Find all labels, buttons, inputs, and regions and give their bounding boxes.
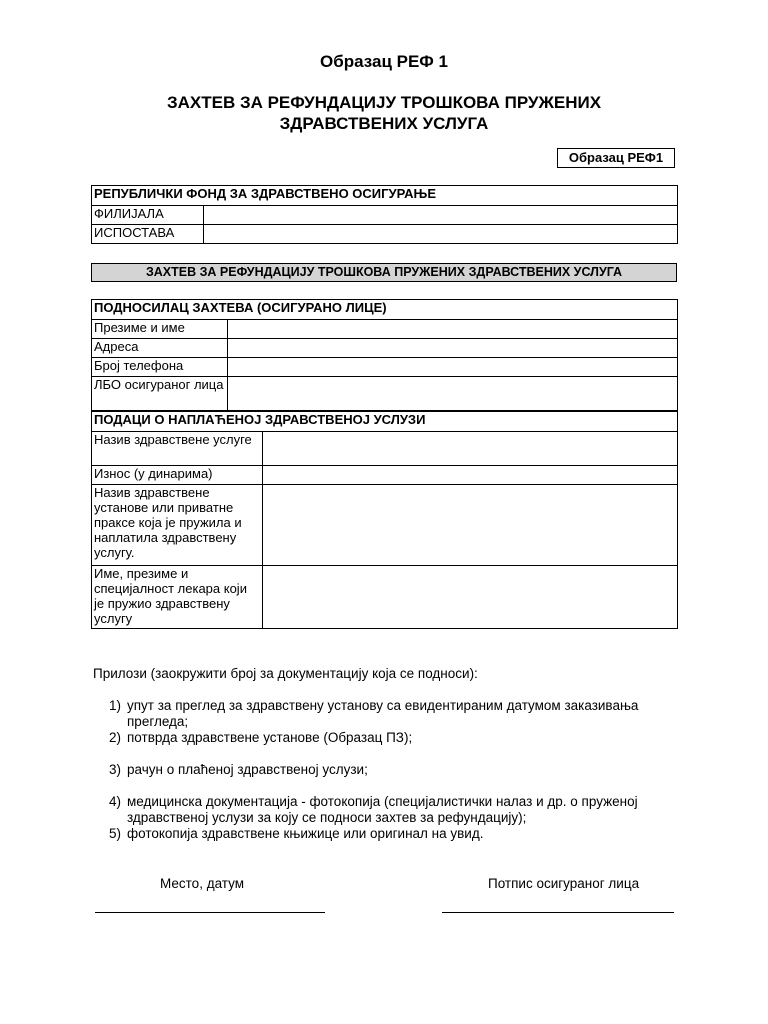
phone-label: Број телефона [92, 358, 228, 377]
attachment-text: потврда здравствене установе (Образац ПЗ); [127, 730, 413, 745]
doctor-field[interactable] [263, 566, 678, 629]
attachment-text: упут за преглед за здравствену установу са евидентираним датумом заказивања прегледа; [127, 698, 639, 729]
place-date-line[interactable] [95, 912, 325, 913]
service-table [91, 411, 678, 629]
form-label: Образац РЕФ 1 [320, 52, 448, 71]
form-code-badge: Образац РЕФ1 [557, 148, 675, 168]
address-label: Адреса [92, 339, 228, 358]
fund-table [91, 185, 678, 244]
attachment-number[interactable]: 5) [109, 826, 122, 841]
lbo-field[interactable] [228, 377, 678, 411]
institution-label: Назив здравствене установе или приватне праксе која је пружила и наплатила здравствену услугу. [92, 485, 263, 566]
attachment-number[interactable]: 4) [109, 794, 122, 809]
institution-field[interactable] [263, 485, 678, 566]
applicant-heading: ПОДНОСИЛАЦ ЗАХТЕВА (ОСИГУРАНО ЛИЦЕ) [92, 300, 678, 320]
amount-field[interactable] [263, 466, 678, 485]
lbo-label: ЛБО осигураног лица [92, 377, 228, 411]
attachments-list [93, 698, 683, 842]
branch-field[interactable] [204, 206, 678, 225]
service-heading: ПОДАЦИ О НАПЛАЋЕНОЈ ЗДРАВСТВЕНОЈ УСЛУЗИ [92, 412, 678, 432]
page-title [0, 92, 768, 134]
address-field[interactable] [228, 339, 678, 358]
name-label: Презиме и име [92, 320, 228, 339]
attachment-item[interactable] [93, 762, 683, 778]
service-name-field[interactable] [263, 432, 678, 466]
attachment-number[interactable]: 1) [109, 698, 122, 713]
phone-field[interactable] [228, 358, 678, 377]
name-field[interactable] [228, 320, 678, 339]
attachment-number[interactable]: 3) [109, 762, 122, 777]
attachment-text: фотокопија здравствене књижице или оригинал на увид. [127, 826, 484, 841]
office-label: ИСПОСТАВА [92, 225, 204, 244]
title-line-2: ЗДРАВСТВЕНИХ УСЛУГА [279, 114, 489, 133]
applicant-table [91, 299, 678, 411]
attachment-item[interactable] [93, 794, 683, 826]
attachments-intro: Прилози (заокружити број за документацију која се подноси): [93, 666, 478, 681]
attachment-item[interactable] [93, 730, 683, 746]
amount-label: Износ (у динарима) [92, 466, 263, 485]
place-date-label: Место, датум [160, 876, 244, 891]
branch-label: ФИЛИЈАЛА [92, 206, 204, 225]
attachment-item[interactable] [93, 698, 683, 730]
signature-line[interactable] [442, 912, 674, 913]
title-line-1: ЗАХТЕВ ЗА РЕФУНДАЦИЈУ ТРОШКОВА ПРУЖЕНИХ [166, 93, 602, 112]
attachment-text: медицинска документација - фотокопија (специјалистички налаз и др. о пруженој здравственој услузи за коју се подноси захтев за рефундацију); [127, 794, 638, 825]
request-title-bar: ЗАХТЕВ ЗА РЕФУНДАЦИЈУ ТРОШКОВА ПРУЖЕНИХ ЗДРАВСТВЕНИХ УСЛУГА [91, 263, 677, 282]
attachment-number[interactable]: 2) [109, 730, 122, 745]
attachment-item[interactable] [93, 826, 683, 842]
fund-heading: РЕПУБЛИЧКИ ФОНД ЗА ЗДРАВСТВЕНО ОСИГУРАЊЕ [92, 186, 678, 206]
attachment-text: рачун о плаћеној здравственој услузи; [127, 762, 368, 777]
signature-label: Потпис осигураног лица [488, 876, 640, 891]
office-field[interactable] [204, 225, 678, 244]
service-name-label: Назив здравствене услуге [92, 432, 263, 466]
doctor-label: Име, презиме и специјалност лекара који је пружио здравствену услугу [92, 566, 263, 629]
